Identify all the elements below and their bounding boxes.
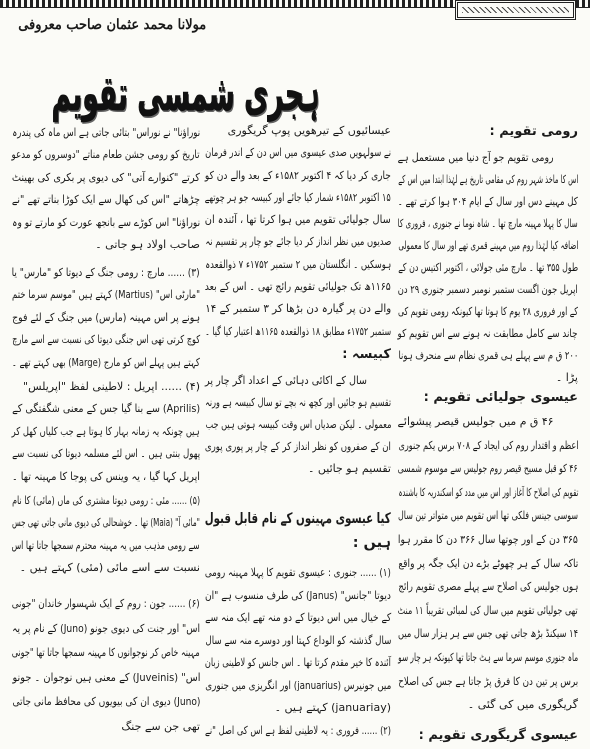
text-line [12,490,200,512]
text-line [205,720,391,743]
text-line [205,630,391,653]
text-line [205,562,391,585]
text-line-content: رومی تقویم جو آج دنیا میں مستعمل ہے [398,151,554,164]
text-line-content: نے سولہویں صدی عیسوی میں اس دن کے اندر فرمان [205,146,391,160]
text-line [398,323,578,345]
text-line [205,187,391,209]
text-line [12,715,200,740]
text-line [12,535,200,557]
text-line [205,585,391,608]
text-line-content: ہیں چونکہ یہ زمانہ بہار کا ہوتا ہے جب کلیاں کھل کر [12,424,200,438]
text-line [398,367,578,389]
text-line [205,142,391,164]
text-line [12,189,200,211]
text-line-content: (januariay) کہتے ہیں ۔ [274,701,391,714]
text-line-content: برس پر تین دن کا فرق پڑ جاتا ہے جس کی اصلاح [398,674,578,688]
paragraph-april [12,376,200,488]
text-line-content: سال جولیائی تقویم میں ہوا کرتا تھا ، آئندہ ان [205,213,391,227]
text-line-content: ۱۴ سیکنڈ بڑھ جاتی تھی جس سے ہر ہزار سال میں [398,627,578,641]
text-line [205,321,391,343]
text-line-content: تقسیم ہو جائیں اور کچھ نہ بچے تو سال کبیسہ ہے ورنہ [205,396,391,409]
text-line-content: تقسیم ہو جائیں ۔ [307,462,391,475]
text-line [205,458,391,480]
text-line-content: نوراؤنا" نے نوراس" بتائی جاتی ہے اس ماہ کی پندرہ [12,126,200,139]
text-line-content: ۴۶ کو قبل مسیح قیصر روم جولیس سے موسوم شمسی [398,462,578,476]
text-line-content: چڑھاتے "اس کی کھال سے ایک کوڑا بناتے تھے "نے [12,193,200,207]
text-line [205,254,391,276]
text-line-content: صاحب اولاد ہو جاتی ۔ [95,237,200,251]
text-line-content: اس" (Juveinis) کے معنی ہیں نوجوان ۔ جونو [12,670,200,684]
text-line [205,675,391,698]
column-left [12,0,200,749]
text-line [12,376,200,398]
article-title-text: ہجری شمسی تقویم [51,66,320,122]
text-line-content: (Juno) دیوی ان کی بیویوں کی محافظ مانی جاتی [12,695,200,709]
author-name: مولانا محمد عثمان صاحب معروفی [18,17,206,33]
text-line [12,641,200,666]
text-line [398,528,578,552]
text-line [398,301,578,323]
text-line [398,147,578,169]
paragraph-january [205,562,391,742]
paragraph-february [12,122,200,256]
text-line-content: کے خیال میں اس دیوتا کے دو منہ تھے ایک منہ سے [205,611,391,624]
text-line [398,622,578,646]
text-line-content: تقویم کی اصلاح کا آغاز اور اس میں مدد کو اسکندریہ کا باشندہ [398,485,578,499]
text-line-content: اعظم و اقتدار روم کی ایجاد کے ۷۰۸ برس یکم جنوری [398,438,578,452]
text-line-content: اس کا ماخذ شہر روم کی مقامی تاریخ ہے لہٰذا ابتدا میں اس کے [398,173,578,186]
text-line [12,466,200,488]
paragraph-march [12,262,200,374]
text-line [12,690,200,715]
text-line [398,599,578,623]
text-line [205,370,391,392]
text-line [205,209,391,231]
text-line-content: تھی جن سے جنگ [121,719,200,733]
heading-text: کیا عیسوی مہینوں کے نام قابل قبول [205,511,391,527]
heading-text: عیسوی گریگوری تقویم : [418,728,578,743]
text-line-content: معمولی ۔ لیکن صدیاں اس وقت کبیسہ ہوتی ہیں جب [205,418,391,431]
text-line-content: تاکہ سال کے ہر چھوٹے بڑے دن ایک جگہ پر واقع [398,556,578,570]
text-line-content: نسبت سے اسے مائی (مئی) کہتے ہیں ۔ [19,561,200,575]
paragraph-june [12,592,200,740]
column-right [398,0,578,749]
text-line-content: "مائی آ" (Maia) تھا ۔ خوشحالی کی دیوی مانی جاتی تھی جس [12,516,200,530]
text-line-content: (۳) ...... مارچ : رومی جنگ کے دیوتا کو "مارس" یا [12,266,200,279]
text-line-content: ۱۱۶۵ھ تک جولیائی تقویم رائج تھی ۔ اس کے بعد [205,280,391,294]
text-line-content: ۲۰۰ ق م سے پہلے ہی قمری نظام سے منحرف ہونا [398,349,578,362]
text-line [12,262,200,284]
text-line-content: ہوسکیں ۔ انگلستان میں ۲ ستمبر ۱۷۵۲ء ۷ ذوالقعدہ [205,257,391,271]
text-line [12,557,200,579]
heading-leap-year [205,344,391,366]
text-line [398,279,578,301]
text-line [12,666,200,691]
text-line [398,552,578,576]
text-line [205,436,391,458]
text-line-content: کے اور فروری ۲۸ یوم کا ہوتا تھا کیونکہ رومی تقویم کی [398,305,578,318]
text-line [205,392,391,414]
text-line-content: سے رومی مذہب میں یہ مہینہ محترم سمجھا جاتا تھا اس [12,538,200,552]
text-line-content: والے دن پر گیارہ دن بڑھا کر ۳ ستمبر کے ۱۴ [205,302,391,316]
text-line [12,212,200,234]
text-line-content: ہوں جولیس کی اصلاح سے پہلے مصری تقویم رائج [398,580,578,594]
text-line-content: (۱) ...... جنوری : عیسوی تقویم کا پہلا مہینہ رومی [205,566,391,579]
text-line-content: میں جونیرس (januarius) اور انگریزی میں جنوری [205,678,391,692]
text-line [12,284,200,306]
heading-month-names [205,508,391,530]
text-line-content: تاریخ کو رومی جشن طعام مناتے "دوسروں کو مدعو [12,148,200,162]
text-line-content: دیوتا "جانس" (Janus) کی طرف منسوب ہے "ان [205,588,391,602]
text-line [205,607,391,630]
text-line [205,697,391,720]
heading-text: عیسوی جولیائی تقویم : [423,390,578,405]
text-line [398,191,578,213]
text-line [398,481,578,505]
text-line [398,169,578,191]
text-line-content: سوسی جینس فلکی تھا اس تقویم میں متواتر تین سال [398,509,578,523]
text-line-content: جاری کر دیا کہ ۴ اکتوبر ۱۵۸۲ء کے بعد والے دن کو [205,168,391,182]
text-line-content: گریگوری میں کی گئی ۔ [467,698,578,712]
paragraph-may [12,490,200,580]
text-line-content: ہونے پر اس مہینہ (مارس) میں جنگ کے لئے فوج [12,310,200,324]
text-line-content: سال کا پہلا مہینہ مارچ تھا ۔ شاہ نوما نے جنوری ، فروری کا [398,217,578,230]
text-line-content: کل مہینے دس اور سال کے ایام ۳۰۴ ہوا کرتے تھے ۔ [398,195,578,208]
heading-month-names-cont [205,532,391,554]
text-line-content: (۵) ...... مئی : رومی دیوتا مشتری کی ماں (مائی) کا نام [12,494,200,507]
text-line-content: (Aprilis) سے بنا گیا جس کے معنی شگفتگی کے [12,402,200,416]
text-line-content: (۴) ...... اپریل : لاطینی لفظ "اپریلس" [23,380,200,393]
text-line [398,693,578,717]
text-line-content: ۳۶۵ دن کے اور چوتھا سال ۳۶۶ دن کا مقرر ہوا [398,532,578,546]
text-line-content: تھی جولیائی تقویم میں سال کی لمبائی تقریباً ۱۱ منٹ [398,603,578,617]
text-line-content: مہینہ خاص کر نوجوانوں کا مہینہ سمجھا جاتا تھا "جونی [12,646,200,660]
text-line-content: (۶) ...... جون : روم کے ایک شہسوار خاندان "جونی [12,597,200,610]
paragraph-leap-year [205,370,391,480]
column-middle [205,0,391,749]
text-line [205,414,391,436]
text-line [12,443,200,465]
text-line [398,434,578,458]
text-line [12,512,200,534]
text-line [398,457,578,481]
text-line-content: سال کے اکائی دہائی کے اعداد اگر چار پر [205,374,367,387]
text-line [12,307,200,329]
text-line-content: صدیوں میں نظر انداز کر دیا جائے جو چار پر تقسیم نہ [205,235,391,249]
text-line-content: طول ۳۵۵ تھا ۔ مارچ مئی جولائی ، اکتوبر اکتیس دن کے [398,261,578,274]
text-line [12,144,200,166]
text-line-content: کہتے ہیں پہلے اس کو مارج (Marge) بھی کہتے تھے ۔ [12,355,200,369]
text-line [12,352,200,374]
paragraph-julian-calendar [398,410,578,717]
text-line-content: ان کے صفروں کو نظر انداز کر کے چار پر پوری پوری [205,440,391,453]
text-line [205,120,391,142]
text-line-content: "مارٹی اس" (Martius) کہتے ہیں "موسم سرما ختم [12,288,200,302]
text-line-content: سال گذشتہ کو الوداع کہتا اور دوسرے منہ سے سال [205,633,391,647]
text-line-content: نوراؤنا" اس کوڑے سے بانجھ عورت کو مارتے تو وہ [12,215,200,229]
text-line [398,575,578,599]
text-line-content: ۴۶ ق م میں جولیس قیصر پیشوائے [398,415,554,428]
heading-text: کبیسہ : [342,347,391,362]
text-line-content: پڑا ۔ [555,371,578,384]
text-line [398,213,578,235]
heading-text: رومی تقویم : [489,124,578,139]
text-line [12,122,200,144]
paragraph-gregorian-reform [205,120,391,343]
text-line [398,257,578,279]
text-line-content: (۲) ...... فروری : یہ لاطینی لفظ ہے اس کی اصل "نے [205,723,391,737]
text-line-content: چاند سے کامل مطابقت نہ ہونے سے اس تقویم کو [398,327,578,340]
text-line [205,652,391,675]
text-line [12,398,200,420]
text-line [205,165,391,187]
text-line-content: کوچ کرتی تھی اس جنگی دیوتا کی نسبت سے اسے مارچ [12,333,200,347]
text-line [398,670,578,694]
text-line-content: اپریل کہا گیا ، یہ وینس کی پوجا کا مہینہ تھا ۔ [12,469,200,483]
text-line [398,235,578,257]
text-line-content: اس" اور جنت کی دیوی جونو (Juno) کے نام پر یہ [12,621,200,635]
text-line-content: اپریل جون اگست ستمبر نومبر دسمبر جنوری ۲۹ دن [398,283,578,296]
text-line [12,167,200,189]
text-line [398,504,578,528]
heading-roman-calendar [398,121,578,143]
heading-gregorian-calendar [398,725,578,747]
text-line [205,276,391,298]
text-line-content: ۱۵ اکتوبر ۱۵۸۲ء شمار کیا جائے اور کبیسہ جو ہر چوتھے [205,190,391,204]
text-line-content: عیسائیوں کے تیرھویں پوپ گریگوری [227,124,391,137]
text-line [205,231,391,253]
text-line [12,329,200,351]
heading-text: ہیں : [352,535,391,551]
text-line-content: ستمبر ۱۷۵۲ء مطابق ۱۸ ذوالقعدہ ۱۱۶۵ھ اعتبار کیا گیا ۔ [205,324,391,338]
text-line-content: کرتے "کنوارے آتی" کی دیوی پر بکری کی بھینٹ [12,170,200,184]
text-line-content: پھول بنتی ہیں ۔ اس لئے مسلمہ دیوتا کی نسبت سے [12,447,200,461]
heading-julian-calendar [398,387,578,409]
text-line [398,646,578,670]
text-line [12,421,200,443]
text-line [398,345,578,367]
text-line-content: آئندہ کا خیر مقدم کرتا تھا ۔ اس جانس کو لاطینی زبان [205,656,391,669]
text-line [398,410,578,434]
text-line-content: اضافہ کیا لہٰذا روم میں مہینے قمری تھے اور سال کا معمولی [398,239,578,252]
text-line [205,298,391,320]
text-line [12,234,200,256]
text-line-content: ماہ جنوری موسم سرما سے ہٹ جاتا تھا کیونکہ ہر چار سو [398,650,578,664]
paragraph-roman-calendar [398,147,578,389]
text-line [12,617,200,642]
text-line [12,592,200,617]
